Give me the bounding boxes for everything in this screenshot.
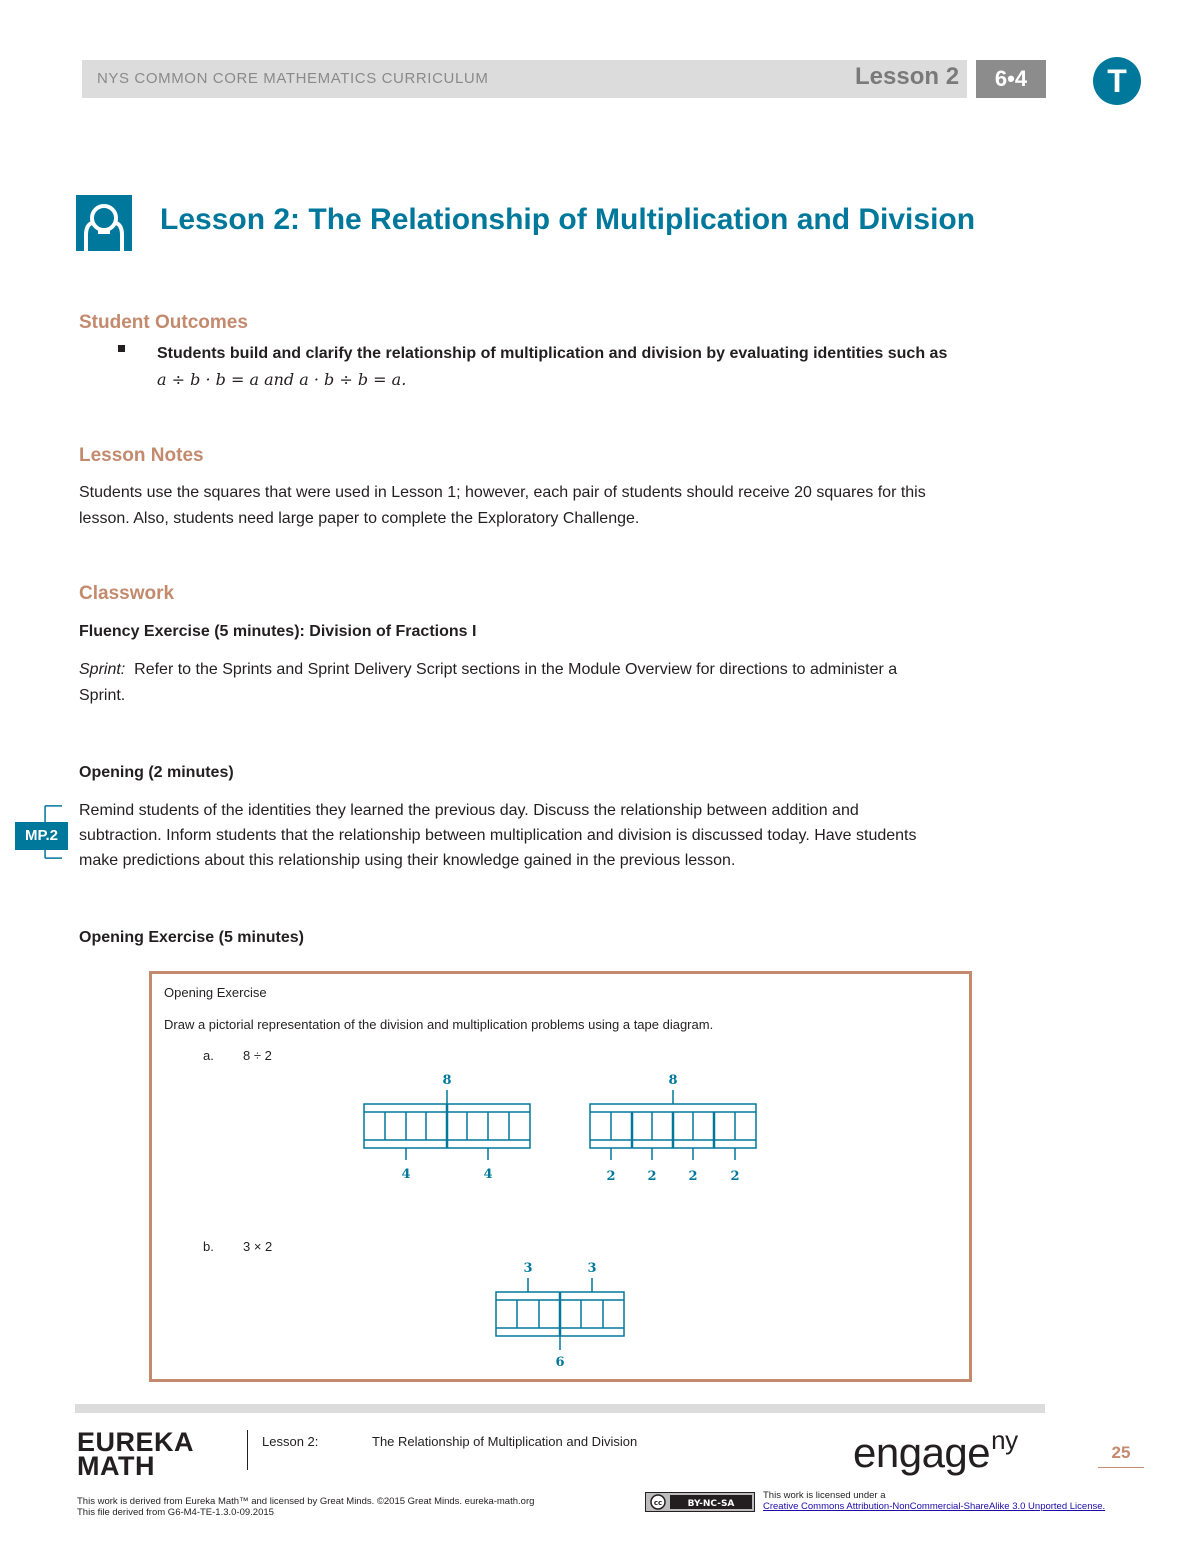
opening-line1: Remind students of the identities they learned the previous day. Discuss the relationship between addition and [79, 802, 859, 819]
license-link[interactable]: Creative Commons Attribution-NonCommercial-ShareAlike 3.0 Unported License. [763, 1501, 1106, 1512]
derived-notice: This work is derived from Eureka Math™ and licensed by Great Minds. ©2015 Great Minds. eureka-math.org This file derived from G6-M4-TE-1.3.0-09.2015 [77, 1496, 535, 1518]
diag1-top-label: 8 [442, 1073, 452, 1088]
opening-heading: Opening (2 minutes) [79, 764, 234, 781]
engageny-logo: engage$^{ny}$ [853, 1425, 1018, 1476]
teacher-badge: T [1093, 57, 1141, 105]
mp-label: MP.2 [15, 822, 68, 850]
tape-diagram-3-times-2 [491, 1256, 631, 1376]
opening-exercise-heading: Opening Exercise (5 minutes) [79, 929, 304, 946]
diag2-bottom-label: 2 [606, 1169, 616, 1184]
part-b-label: b. [203, 1239, 214, 1254]
diag2-top-label: 8 [668, 1073, 678, 1088]
page-number: 25 [1098, 1443, 1144, 1468]
student-outcomes-heading: Student Outcomes [79, 312, 248, 333]
footer-lesson-label: Lesson 2: [262, 1434, 319, 1449]
part-a-label: a. [203, 1048, 214, 1063]
sprint-line1 [79, 657, 897, 682]
outcome-text-line1: Students build and clarify the relationship of multiplication and division by evaluating identities such as [157, 345, 948, 362]
diag3-bottom-label: 6 [555, 1355, 565, 1370]
fluency-heading: Fluency Exercise (5 minutes): Division of Fractions I [79, 623, 477, 640]
tape-diagram-8-div-2-groups [358, 1068, 538, 1188]
diag1-bottom-label: 4 [401, 1167, 411, 1182]
exercise-title: Opening Exercise [164, 985, 267, 1000]
sprint-line2: Sprint. [79, 687, 126, 704]
bullet [118, 345, 125, 352]
license-notice: This work is licensed under a Creative Commons Attribution-NonCommercial-ShareAlike 3.0 Unported License. [763, 1490, 1106, 1512]
footer-divider [247, 1430, 248, 1470]
diag2-bottom-label: 2 [688, 1169, 698, 1184]
diag2-bottom-label: 2 [647, 1169, 657, 1184]
tape-diagram-8-div-2-size [584, 1068, 764, 1188]
footer-lesson-title: The Relationship of Multiplication and Division [372, 1434, 638, 1449]
lightbulb-icon [76, 195, 132, 251]
sprint-text: Refer to the Sprints and Sprint Delivery Script sections in the Module Overview for directions to administer a [125, 661, 898, 678]
exercise-instruction: Draw a pictorial representation of the division and multiplication problems using a tape diagram. [164, 1017, 714, 1032]
cc-license-badge [645, 1492, 755, 1512]
diag3-top-label: 3 [523, 1261, 533, 1276]
diag1-bottom-label: 4 [483, 1167, 493, 1182]
part-b-problem: 3 × 2 [243, 1239, 273, 1254]
lesson-notes-line2: lesson. Also, students need large paper to complete the Exploratory Challenge. [79, 510, 640, 527]
footer-rule [75, 1404, 1045, 1413]
lesson-notes-line1: Students use the squares that were used in Lesson 1; however, each pair of students should receive 20 squares for this [79, 484, 926, 501]
grade-module-badge: 6•4 [976, 60, 1046, 98]
page-title: Lesson 2: The Relationship of Multiplication and Division [160, 203, 976, 236]
svg-text:cc: cc [653, 1499, 663, 1507]
diag2-bottom-label: 2 [730, 1169, 740, 1184]
opening-line2: subtraction. Inform students that the relationship between multiplication and division is discussed today. Have students [79, 827, 917, 844]
part-a-problem: 8 ÷ 2 [243, 1048, 272, 1063]
classwork-heading: Classwork [79, 583, 175, 604]
svg-text:BY-NC-SA: BY-NC-SA [687, 1499, 735, 1509]
diag3-top-label: 3 [587, 1261, 597, 1276]
opening-line3: make predictions about this relationship using their knowledge gained in the previous lesson. [79, 852, 736, 869]
eureka-math-logo: EUREKA MATH [77, 1427, 195, 1481]
curriculum-title: NYS COMMON CORE MATHEMATICS CURRICULUM [97, 70, 489, 87]
outcome-identities: a ÷ b · b = a and a · b ÷ b = a. [157, 370, 407, 389]
sprint-label: Sprint: [79, 661, 126, 678]
lesson-number: Lesson 2 [855, 63, 960, 90]
lesson-notes-heading: Lesson Notes [79, 445, 204, 466]
